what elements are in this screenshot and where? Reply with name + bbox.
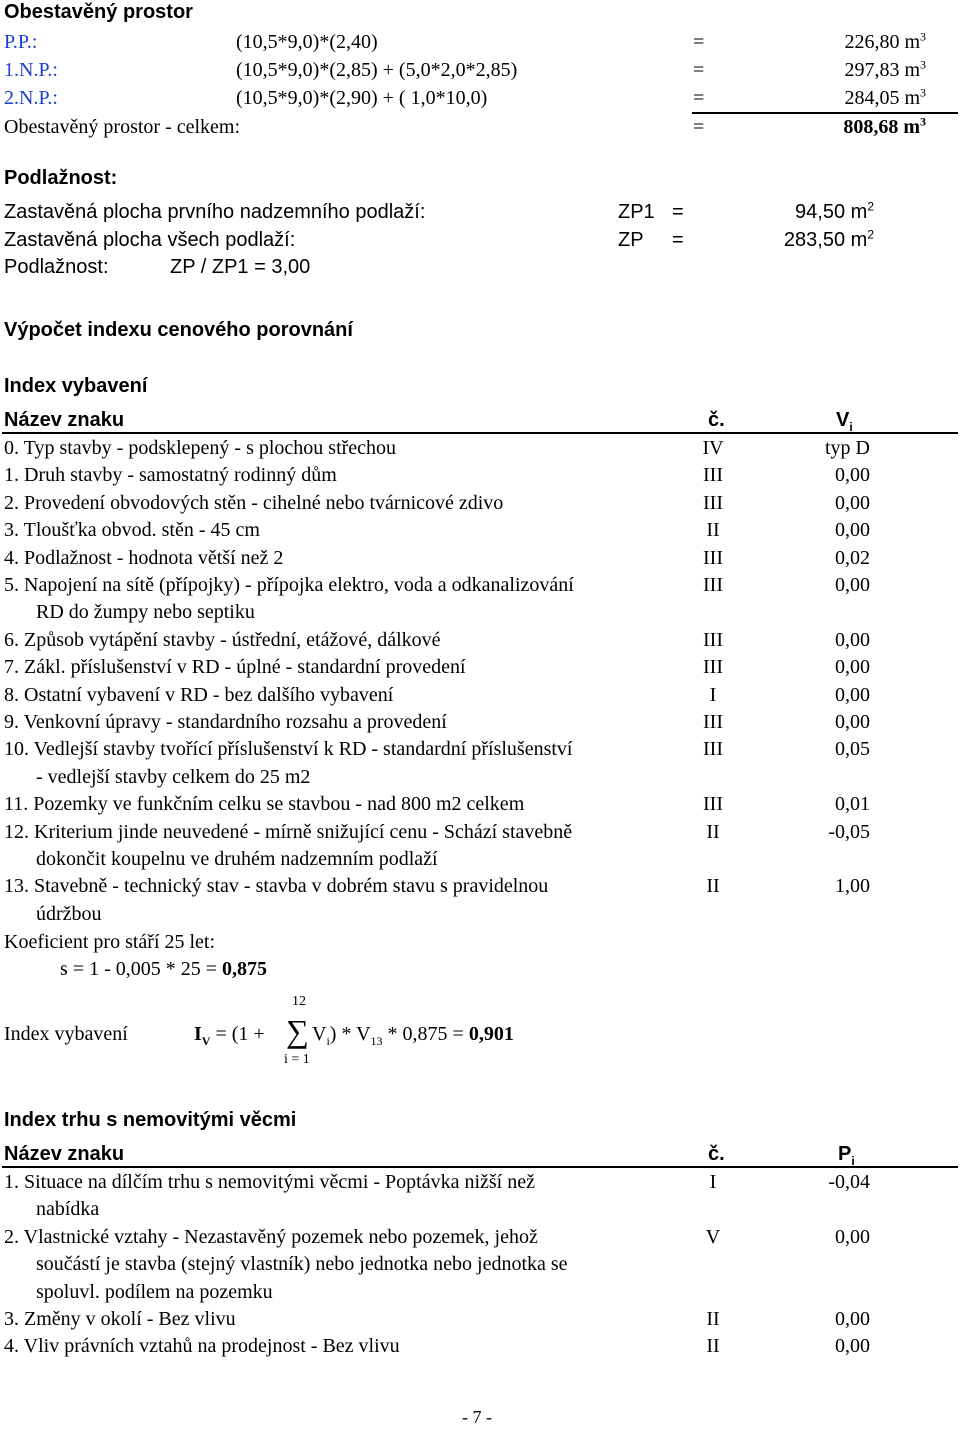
table1-row-val: 0,05 (835, 738, 870, 761)
table2-row-num: I (709, 1171, 717, 1193)
table1-row-num: III (703, 574, 723, 596)
table1-header-val: $V_i$ (836, 409, 853, 434)
index-formula: $I_V = (1$ + (194, 1023, 265, 1048)
table1-row-text: 13. Stavebně - technický stav - stavba v dobrém stavu s pravidelnou (4, 875, 549, 898)
volume-row-value-text: 297,83 m (844, 59, 920, 81)
podlaznost-row-label: Zastavěná plocha všech podlaží: (4, 229, 296, 251)
volume-row-value (844, 58, 926, 82)
table1-row-val: 0,00 (835, 574, 870, 596)
table2-row-text: 2. Vlastnické vztahy - Nezastavěný pozemek nebo pozemek, jehož (4, 1225, 538, 1248)
table1-row-num: III (703, 738, 723, 761)
table1-row-num: II (706, 519, 720, 542)
koeficient-formula: s = 1 - 0,005 * 25 = 0,875 (60, 958, 268, 980)
podlaznost-row-sym: ZP1 (618, 201, 655, 223)
table2-row-text: 4. Vliv právních vztahů na prodejnost - Bez vlivu (4, 1335, 400, 1358)
heading-index-vybaveni: Index vybavení (4, 375, 148, 397)
volume-row-label: P.P.: (4, 31, 38, 53)
volume-total-label: Obestavěný prostor - celkem: (4, 116, 241, 138)
volume-row-eq: = (693, 87, 705, 109)
table1-row-text: 10. Vedlejší stavby tvořící příslušenství k RD - standardní příslušenství (4, 738, 573, 761)
table1-row-val: 0,00 (835, 491, 870, 514)
table1-row-num: IV (702, 437, 724, 459)
heading-vypocet: Výpočet indexu cenového porovnání (4, 319, 353, 341)
table1-row-num: II (706, 875, 720, 898)
table1-row-text: údržbou (36, 902, 102, 925)
table1-row-text: 1. Druh stavby - samostatný rodinný dům (4, 464, 337, 487)
volume-total-eq: = (693, 116, 705, 138)
volume-row-value-text: 226,80 m (844, 31, 920, 53)
table2-row-num: II (706, 1308, 720, 1330)
table1-row-val: 0,00 (835, 711, 870, 733)
table2-row-num: V (705, 1225, 721, 1248)
volume-row-unit-exp: 3 (920, 29, 926, 44)
podlaznost-row-value-text: 283,50 m (783, 229, 868, 251)
table1-row-text: 3. Tloušťka obvod. stěn - 45 cm (4, 519, 260, 542)
index-formula-label: Index vybavení (4, 1023, 128, 1045)
table2-row-text: 1. Situace na dílčím trhu s nemovitými věcmi - Poptávka nižší než (4, 1171, 535, 1193)
table2-header-num: č. (708, 1143, 725, 1165)
table1-row-val: 0,00 (835, 656, 870, 679)
podlaznost-row-eq: = (672, 229, 684, 251)
volume-row-unit-exp: 3 (920, 85, 926, 100)
table1-row-val: 0,00 (835, 628, 870, 651)
podlaznost-row-eq: = (672, 201, 684, 223)
table1-row-text: 7. Zákl. příslušenství v RD - úplné - standardní provedení (4, 656, 466, 679)
table1-header-name: Název znaku (4, 409, 125, 431)
table1-row-num: III (703, 491, 723, 514)
table2-row-text: nabídka (36, 1198, 100, 1221)
table2-row-text: součástí je stavba (stejný vlastník) nebo jednotka nebo jednotka se (36, 1253, 568, 1276)
volume-row-eq: = (693, 31, 705, 53)
table2-row-val: 0,00 (835, 1335, 870, 1358)
table2-header-name: Název znaku (4, 1143, 125, 1165)
table1-row-text: 0. Typ stavby - podsklepený - s plochou střechou (4, 437, 397, 459)
table1-row-text: RD do žumpy nebo septiku (36, 601, 255, 624)
table1-row-text: 6. Způsob vytápění stavby - ústřední, etážové, dálkové (4, 628, 441, 651)
table1-header-rule (2, 432, 958, 434)
page-number: - 7 - (462, 1407, 492, 1427)
table1-row-val: typ D (825, 437, 870, 459)
podlaznost-row-unit-exp: 2 (867, 199, 874, 214)
sum-top: 12 (292, 994, 306, 1009)
table2-row-val: 0,00 (835, 1308, 870, 1330)
table1-row-val: -0,05 (828, 820, 870, 843)
table1-row-val: 0,02 (835, 546, 870, 569)
sum-symbol: ∑ (286, 1013, 309, 1049)
podlaznost-row-sym: ZP (618, 229, 644, 251)
table1-row-text: 9. Venkovní úpravy - standardního rozsahu a provedení (4, 711, 447, 733)
volume-row-formula: (10,5*9,0)*(2,85) + (5,0*2,0*2,85) (236, 59, 518, 81)
table1-row-text: 11. Pozemky ve funkčním celku se stavbou - nad 800 m2 celkem (4, 793, 525, 816)
table1-row-num: III (703, 656, 723, 679)
table1-header-num: č. (708, 409, 725, 431)
index-formula-tail: $V_i) * V_{13} * 0,875 = 0,901$ (312, 1023, 514, 1048)
podlaznost-row-value (784, 228, 874, 252)
table2-header-val: $P_i$ (838, 1143, 855, 1168)
podlaznost-row-value-text: 94,50 m (795, 201, 868, 223)
table2-row-num: II (706, 1335, 720, 1358)
table1-row-val: 0,00 (835, 519, 870, 542)
table1-row-num: III (703, 546, 723, 569)
volume-row-value (844, 30, 926, 54)
volume-row-unit-exp: 3 (920, 57, 926, 72)
podlaznost-label: Podlažnost: (4, 256, 109, 278)
heading-index-trhu: Index trhu s nemovitými věcmi (4, 1109, 297, 1131)
table1-row-text: dokončit koupelnu ve druhém nadzemním podlaží (36, 848, 438, 870)
volume-row-label: 2.N.P.: (4, 87, 58, 109)
volume-row-eq: = (693, 59, 705, 81)
table1-row-num: II (706, 820, 720, 843)
table1-row-val: 0,00 (835, 464, 870, 487)
table1-row-num: III (703, 464, 723, 487)
podlaznost-formula: ZP / ZP1 = 3,00 (170, 256, 311, 278)
table1-row-val: 0,00 (835, 683, 870, 706)
table1-row-text: - vedlejší stavby celkem do 25 m2 (36, 765, 311, 788)
koeficient-label: Koeficient pro stáří 25 let: (4, 931, 216, 953)
table1-row-num: III (703, 793, 723, 816)
table1-row-text: 12. Kriterium jinde neuvedené - mírně snižující cenu - Schází stavebně (4, 820, 573, 843)
volume-total-value: 808,68 $m^3$ (843, 114, 926, 138)
table1-row-num: III (703, 711, 723, 733)
table1-row-num: III (703, 628, 723, 651)
table1-row-val: 1,00 (835, 875, 870, 898)
volume-row-formula: (10,5*9,0)*(2,90) + ( 1,0*10,0) (236, 87, 488, 109)
volume-row-formula: (10,5*9,0)*(2,40) (236, 31, 378, 53)
podlaznost-row-unit-exp: 2 (867, 227, 874, 242)
podlaznost-row-label: Zastavěná plocha prvního nadzemního podlaží: (4, 201, 426, 223)
table2-header-rule (2, 1166, 958, 1168)
volume-row-value-text: 284,05 m (844, 87, 920, 109)
table1-row-text: 8. Ostatní vybavení v RD - bez dalšího vybavení (4, 683, 394, 706)
table1-row-val: 0,01 (835, 793, 870, 816)
sum-underline (692, 112, 958, 114)
table2-row-val: 0,00 (835, 1225, 870, 1248)
table2-row-text: 3. Změny v okolí - Bez vlivu (4, 1308, 236, 1330)
table1-row-text: 4. Podlažnost - hodnota větší než 2 (4, 546, 284, 569)
table2-row-val: -0,04 (828, 1171, 870, 1193)
table1-row-num: I (709, 683, 717, 706)
heading-obestaveny: Obestavěný prostor (4, 1, 193, 23)
podlaznost-row-value (795, 200, 874, 224)
table2-row-text: spoluvl. podílem na pozemku (36, 1280, 273, 1303)
volume-row-value (844, 86, 926, 110)
heading-podlaznost: Podlažnost: (4, 167, 118, 189)
table1-row-text: 2. Provedení obvodových stěn - cihelné nebo tvárnicové zdivo (4, 491, 504, 514)
table1-row-text: 5. Napojení na sítě (přípojky) - přípojka elektro, voda a odkanalizování (4, 574, 574, 596)
sum-bottom: i = 1 (284, 1052, 310, 1067)
volume-row-label: 1.N.P.: (4, 59, 58, 81)
